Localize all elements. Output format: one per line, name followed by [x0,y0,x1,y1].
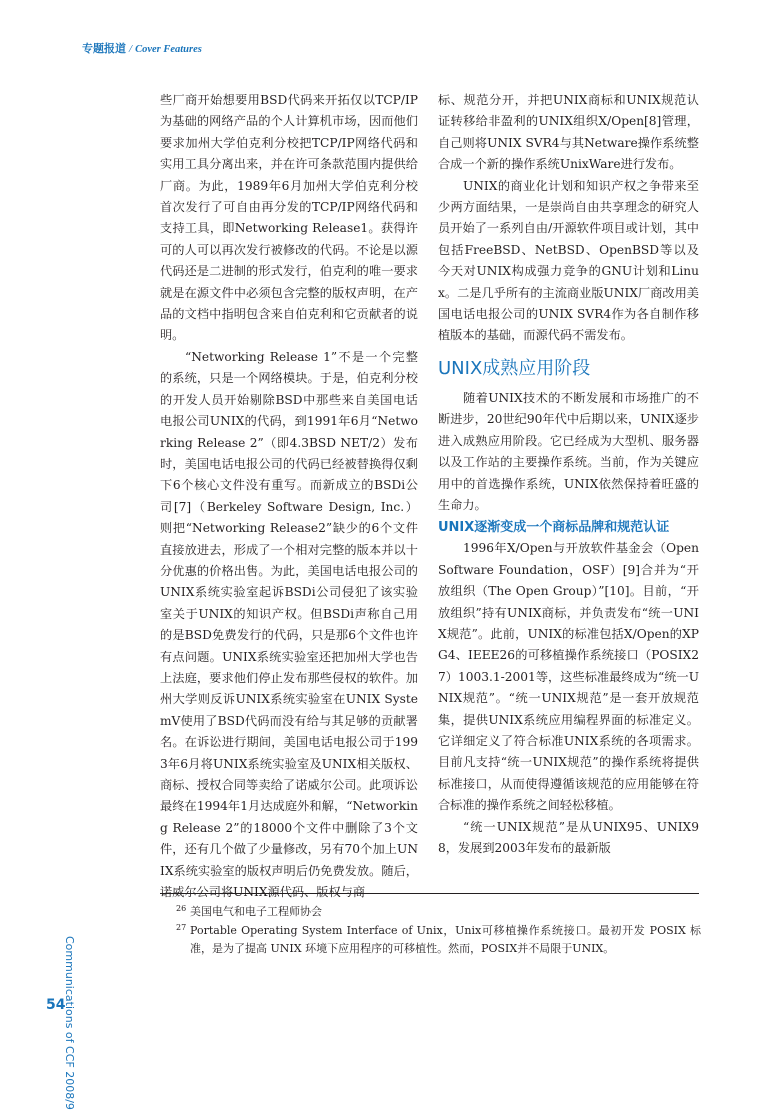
header-section-cn: 专题报道 [82,42,126,55]
body-paragraph: 随着UNIX技术的不断发展和市场推广的不断进步，20世纪90年代中后期以来，UNIX逐步进入成熟应用阶段。它已经成为大型机、服务器以及工作站的主要操作系统。当前，作为关键应用中的首选操作系统，UNIX依然保持着旺盛的生命力。 [438,390,699,512]
header-separator: / [129,43,133,55]
right-column [438,90,699,859]
body-paragraph: “统一UNIX规范”是从UNIX95、UNIX98，发展到2003年发布的最新版 [438,819,699,855]
footnote-text: 美国电气和电子工程师协会 [190,905,322,918]
left-column [160,90,418,903]
footnote-number: 27 [176,923,187,932]
footnote-number: 26 [176,904,187,913]
page-number: 54 [46,997,66,1013]
running-header [82,40,202,56]
body-paragraph: 1996年X/Open与开放软件基金会（Open Software Foundation，OSF）[9]合并为“开放组织（The Open Group）”[10]。目前，“开放组织”持有UNIX商标，并负责发布“统一UNIX规范”。此前，UNIX的标准包括X/Open的XPG4、IEEE26的可移植操作系统接口（POSIX27）1003.1-2001等，这些标准最终成为“统一UNIX规范”。“统一UNIX规范”是一套开放规范集，提供UNIX系统应用编程界面的标准定义。它详细定义了符合标准UNIX系统的各项需求。目前凡支持“统一UNIX规范”的操作系统将提供标准接口，从而使得遵循该规范的应用能够在符合标准的操作系统之间轻松移植。 [438,541,699,813]
footnote-text: Portable Operating System Interface of Unix，Unix可移植操作系统接口。最初开发 POSIX 标准，是为了提高 UNIX 环境下应用程序的可移植性。然而，POSIX并不局限于UNIX。 [190,924,701,955]
body-paragraph: 标、规范分开，并把UNIX商标和UNIX规范认证转移给非盈利的UNIX组织X/Open[8]管理，自己则将UNIX SVR4与其Netware操作系统整合成一个新的操作系统UnixWare进行发布。 [438,93,699,172]
subsection-heading: UNIX逐渐变成一个商标品牌和规范认证 [438,520,670,536]
body-paragraph: 些厂商开始想要用BSD代码来开拓仅以TCP/IP为基础的网络产品的个人计算机市场，因而他们要求加州大学伯克利分校把TCP/IP网络代码和实用工具分离出来，并在许可条款范围内提供给厂商。为此，1989年6月加州大学伯克利分校首次发行了可自由再分发的TCP/IP网络代码和支持工具，即Networking Release1。获得许可的人可以再次发行被修改的代码。不论是以源代码还是二进制的形式发行，伯克利的唯一要求就是在源文件中必须包含完整的版权声明，在产品的文档中指明包含来自伯克利和它贡献者的说明。 [160,93,418,343]
body-paragraph: “Networking Release 1”不是一个完整的系统，只是一个网络模块。于是，伯克利分校的开发人员开始剔除BSD中那些来自美国电话电报公司UNIX的代码，到1991年6月“Networking Release 2”（即4.3BSD NET/2）发布时，美国电话电报公司的代码已经被替换得仅剩下6个核心文件没有重写。而新成立的BSDi公司[7]（Berkeley Software Design, Inc.）则把“Networking Release2”缺少的6个文件直接放进去，形成了一个相对完整的版本并以十分优惠的价格出售。为此，美国电话电报公司的UNIX系统实验室起诉BSDi公司侵犯了该实验室关于UNIX的知识产权。但BSDi声称自己用的是BSD免费发行的代码，只是那6个文件也许有点问题。UNIX系统实验室还把加州大学也告上法庭，要求他们停止发布那些侵权的软件。加州大学则反诉UNIX系统实验室在UNIX SystemV使用了BSD代码而没有给与其足够的贡献署名。在诉讼进行期间，美国电话电报公司于1993年6月将UNIX系统实验室及UNIX相关版权、商标、授权合同等卖给了诺威尔公司。此项诉讼最终在1994年1月达成庭外和解，“Networking Release 2”的18000个文件中删除了3个文件，还有几个做了少量修改，另有70个加上UNIX系统实验室的版权声明后仍免费发放。随后，诺威尔公司将UNIX源代码、版权与商 [160,349,418,900]
header-section-en: Cover Features [135,44,202,55]
journal-side-label: Communications of CCF 2008/9 [63,936,76,1110]
body-paragraph: UNIX的商业化计划和知识产权之争带来至少两方面结果，一是崇尚自由共享理念的研究人员开始了一系列自由/开源软件项目或计划，其中包括FreeBSD、NetBSD、OpenBSD等以及今天对UNIX构成强力竞争的GNU计划和Linux。二是几乎所有的主流商业版UNIX厂商改用美国电话电报公司的UNIX SVR4作为各自制作移植版本的基础，而源代码不需发布。 [438,178,699,343]
footnote-divider [160,893,699,894]
footnote [176,903,701,921]
footnote [176,922,701,958]
section-heading: UNIX成熟应用阶段 [438,357,591,379]
